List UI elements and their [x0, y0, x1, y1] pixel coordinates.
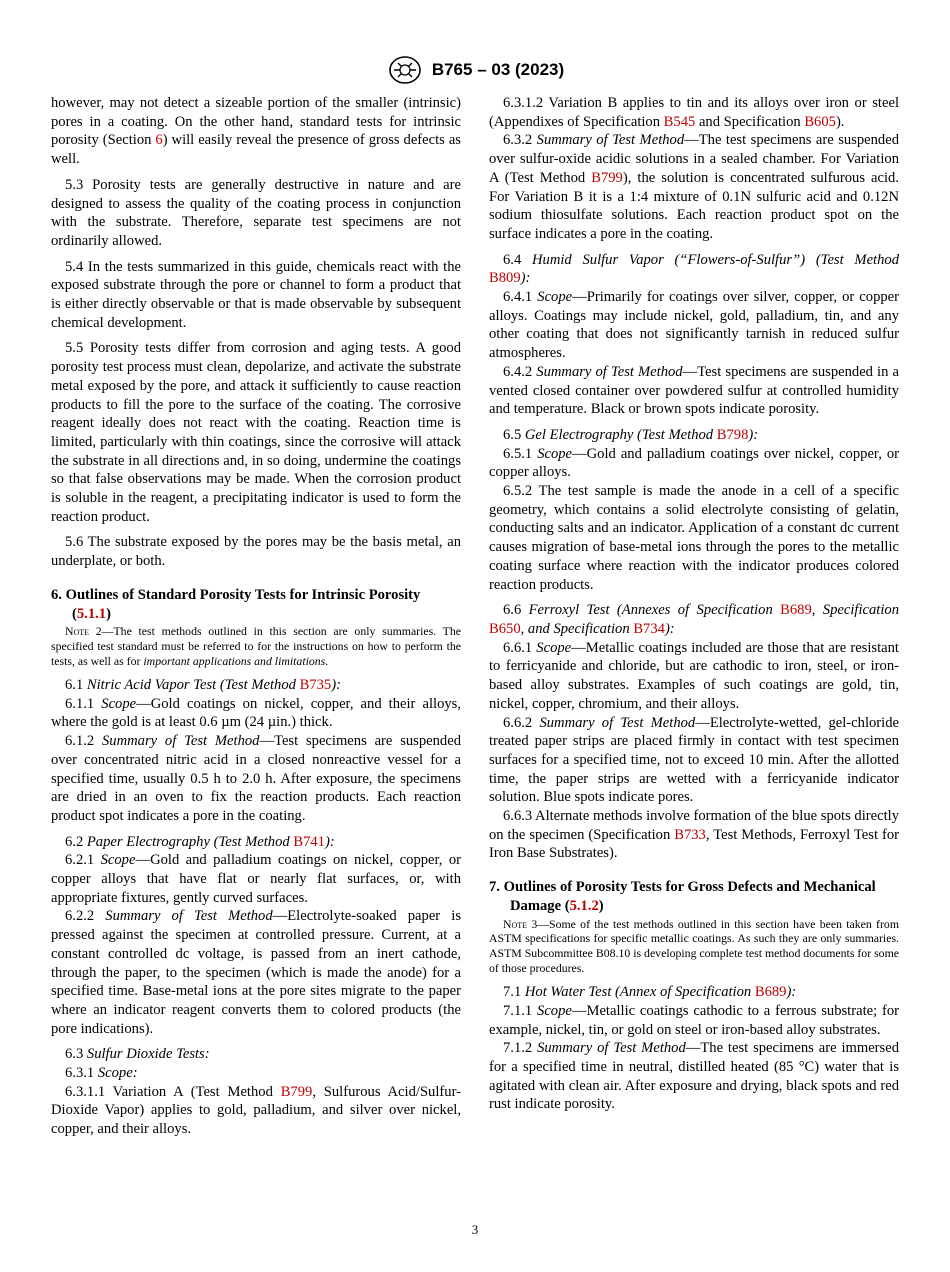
- b798-link[interactable]: B798: [716, 426, 749, 443]
- b650-link[interactable]: B650: [489, 620, 521, 637]
- section-6-4-1: 6.4.1 Scope—Primarily for coatings over silver, copper, or copper alloys. Coatings may include nickel, gold, palladium, tin, and any other coating that does not significantly tarnish in reduced sulfur atmospheres.: [489, 289, 899, 362]
- section-6-6-1: 6.6.1 Scope—Metallic coatings included are those that are resistant to ferricyanide and chloride, but are cathodic to iron, steel, or iron-based alloy substrates. Examples of such coatings are gold, tin, nickel, copper, chromium, and their alloys.: [489, 639, 899, 712]
- paragraph-5-5: 5.5 Porosity tests differ from corrosion and aging tests. A good porosity test process must clean, depolarize, and activate the substrate metal exposed by the pore, and attack it sufficiently to cause reaction products to fill the pore to the surface of the coating. The corrosive reagent ideally does not react with the coating. Reaction time is limited, particularly with thin coatings, since the corrosive will attack the substrate in all directions and, in so doing, undermine the coatings so that false observations may be made. When the corrosion product is soluble in the reagent, a precipitating indicator is used to form the reaction product.: [51, 340, 461, 525]
- b799-link-2[interactable]: B799: [591, 169, 623, 186]
- paragraph-5-4: 5.4 In the tests summarized in this guide, chemicals react with the exposed substrate through the pore or channel to form a product that is either directly observable or that is made observable by subsequent chemical development.: [51, 258, 461, 331]
- ref-5-1-2-link[interactable]: 5.1.2: [569, 897, 599, 914]
- section-7-heading: 7. Outlines of Porosity Tests for Gross Defects and Mechanical Damage (5.1.2): [489, 879, 876, 914]
- page-header: [0, 55, 950, 85]
- astm-logo-icon: [386, 55, 424, 85]
- section-6-2-1: 6.2.1 Scope—Gold and palladium coatings on nickel, copper, or copper alloys that have flat or nearly flat surfaces, or, with appropriate fixtures, gently curved surfaces.: [51, 852, 461, 906]
- ref-5-1-1-link[interactable]: 5.1.1: [76, 605, 107, 622]
- section-6-3: 6.3 Sulfur Dioxide Tests:: [65, 1046, 210, 1063]
- section-6-4: 6.4 Humid Sulfur Vapor (“Flowers-of-Sulfur”) (Test Method B809):: [489, 251, 900, 287]
- section-6-1-2: 6.1.2 Summary of Test Method—Test specimens are suspended over concentrated nitric acid in a closed nonreactive vessel for a specified time, usually 0.5 h to 2.0 h. After exposure, the specimens are dried in an oven to fix the reaction products. Each reaction product spot indicates a pore in the coating.: [51, 733, 461, 824]
- section-6-3-1: 6.3.1 Scope:: [65, 1065, 138, 1082]
- section-6-3-1-2: 6.3.1.2 Variation B applies to tin and its alloys over iron or steel (Appendixes of Specification B545 and Specification B605).: [489, 95, 899, 130]
- b689-link-2[interactable]: B689: [754, 984, 787, 1001]
- b799-link[interactable]: B799: [280, 1083, 313, 1100]
- right-column: [489, 94, 899, 1114]
- left-column: [51, 94, 461, 1139]
- page-number: 3: [471, 1222, 479, 1237]
- b734-link[interactable]: B734: [633, 620, 665, 637]
- section-6-2: 6.2 Paper Electrography (Test Method B741):: [65, 833, 335, 850]
- section-6-4-2: 6.4.2 Summary of Test Method—Test specimens are suspended in a vented closed container over powdered sulfur at controlled humidity and temperature. Black or brown spots indicate porosity.: [489, 363, 899, 418]
- section-6-5: 6.5 Gel Electrography (Test Method B798):: [503, 426, 759, 443]
- section-6-3-2: 6.3.2 Summary of Test Method—The test specimens are suspended over sulfur-oxide acidic solutions in a sealed chamber. For Variation A (Test Method B799), the solution is concentrated sulfurous acid. For Variation B it is a 1:4 mixture of 0.1N sulfuric acid and 0.12N sodium thiosulfate solutions. Each reaction product spot on the surface indicates a pore in the coating.: [489, 132, 899, 242]
- b545-link[interactable]: B545: [663, 113, 696, 130]
- b741-link[interactable]: B741: [293, 833, 325, 850]
- paragraph-5-6: 5.6 The substrate exposed by the pores may be the basis metal, an underplate, or both.: [51, 534, 461, 570]
- section-6-6-3: 6.6.3 Alternate methods involve formation of the blue spots directly on the specimen (Specification B733, Test Methods, Ferroxyl Test for Iron Base Substrates).: [489, 808, 899, 862]
- section-7-1-2: 7.1.2 Summary of Test Method—The test specimens are immersed for a specified time in neutral, distilled heated (85 °C) water that is agitated with clean air. After exposure and drying, black spots and red rust indicate porosity.: [489, 1040, 899, 1113]
- paragraph-5-3: 5.3 Porosity tests are generally destructive in nature and are designed to assess the quality of the coating process in conjunction with the substrate. Therefore, separate test specimens are not ordinarily allowed.: [51, 176, 461, 249]
- section-6-2-2: 6.2.2 Summary of Test Method—Electrolyte-soaked paper is pressed against the specimen at controlled pressure. Current, at a constant controlled dc voltage, is passed from an inert cathode, through the paper, to the specimen (which is made the anode) for a specified time. Base-metal ions at the pore sites migrate to the paper where an indicator reagent converts them to colored products (the pore indications).: [51, 908, 461, 1037]
- section-6-5-2: 6.5.2 The test sample is made the anode in a cell of a specific geometry, which contains a solid electrolyte consisting of gelatin, conducting salts and an indicator. Application of a constant dc current causes migration of base-metal ions through the pores to the metallic coating surface where reaction with the indicator produces colored reaction products.: [489, 483, 899, 593]
- section-6-link[interactable]: 6: [155, 132, 163, 149]
- b809-link[interactable]: B809: [489, 270, 521, 287]
- section-6-3-1-1: 6.3.1.1 Variation A (Test Method B799, Sulfurous Acid/Sulfur-Dioxide Vapor) applies to gold, palladium, and silver over nickel, copper, and their alloys.: [51, 1083, 461, 1138]
- section-6-heading: 6. Outlines of Standard Porosity Tests for Intrinsic Porosity (5.1.1): [51, 586, 421, 622]
- b689-link[interactable]: B689: [780, 602, 812, 619]
- b605-link[interactable]: B605: [804, 113, 836, 130]
- section-6-1: 6.1 Nitric Acid Vapor Test (Test Method B735):: [65, 677, 341, 693]
- b733-link[interactable]: B733: [674, 826, 706, 843]
- section-6-6-2: 6.6.2 Summary of Test Method—Electrolyte-wetted, gel-chloride treated paper strips are placed firmly in contact with test specimen surfaces for a specified time, not to exceed 10 min. After the allotted time, the paper strips are wetted with a ferricyanide indicator solution. Blue spots indicate pores.: [489, 714, 899, 806]
- section-6-6: 6.6 Ferroxyl Test (Annexes of Specification B689, Specification B650, and Specification B734):: [489, 602, 899, 637]
- b735-link[interactable]: B735: [299, 677, 332, 693]
- note-3: Note 3—Some of the test methods outlined in this section have been taken from ASTM specifications for specific metallic coatings. As such they are only summaries. ASTM Subcommittee B08.10 is developing complete test method documents for some of those procedures.: [489, 916, 899, 976]
- section-6-5-1: 6.5.1 Scope—Gold and palladium coatings over nickel, copper, or copper alloys.: [489, 445, 899, 481]
- section-7-1: 7.1 Hot Water Test (Annex of Specification B689):: [503, 984, 797, 1001]
- standard-designation: B765 – 03 (2023): [431, 60, 565, 79]
- section-7-1-1: 7.1.1 Scope—Metallic coatings cathodic to a ferrous substrate; for example, nickel, tin, or gold on steel or iron-based alloy substrates.: [489, 1002, 899, 1038]
- section-6-1-1: 6.1.1 Scope—Gold coatings on nickel, copper, and their alloys, where the gold is at least 0.6 µm (24 µin.) thick.: [51, 695, 461, 731]
- note-2: Note 2—The test methods outlined in this section are only summaries. The specified test standard must be referred to for the instructions on how to perform the tests, as well as for important applications and limitations.: [51, 624, 461, 669]
- paragraph-continuation: however, may not detect a sizeable portion of the smaller (intrinsic) pores in a coating. On the other hand, standard tests for intrinsic porosity (Section 6) will easily reveal the presence of gross defects as well.: [51, 95, 461, 168]
